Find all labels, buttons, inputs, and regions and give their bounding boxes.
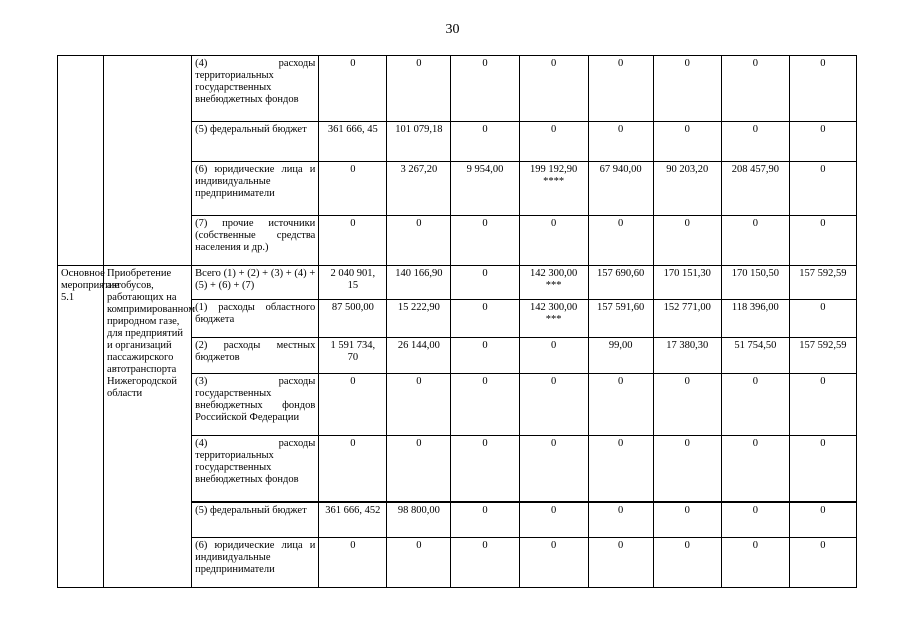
value-cell: 0 [789, 162, 856, 216]
value-cell: 0 [721, 216, 789, 266]
value-cell: 0 [451, 216, 519, 266]
table-row [58, 56, 857, 122]
value-cell: 0 [519, 436, 588, 502]
value-cell: 0 [451, 502, 519, 538]
measure-name-cell-continued [104, 56, 192, 266]
funding-source-cell: (7) прочие источники (собственные средства населения и др.) [192, 216, 319, 266]
value-cell: 0 [451, 122, 519, 162]
value-cell: 0 [588, 538, 653, 588]
value-cell: 0 [721, 122, 789, 162]
table-row [58, 266, 857, 300]
value-cell: 0 [319, 162, 387, 216]
funding-source-cell: (6) юридические лица и индивидуальные предприниматели [192, 538, 319, 588]
value-cell: 0 [519, 374, 588, 436]
value-cell: 0 [721, 538, 789, 588]
value-cell: 0 [519, 538, 588, 588]
value-cell: 0 [519, 502, 588, 538]
value-cell: 0 [721, 502, 789, 538]
value-cell: 0 [387, 538, 451, 588]
value-cell: 118 396,00 [721, 300, 789, 338]
value-cell: 15 222,90 [387, 300, 451, 338]
funding-source-cell: (5) федеральный бюджет [192, 502, 319, 538]
value-cell: 0 [653, 56, 721, 122]
value-cell: 0 [451, 300, 519, 338]
value-cell: 0 [319, 374, 387, 436]
value-cell: 0 [653, 538, 721, 588]
value-cell: 26 144,00 [387, 338, 451, 374]
value-cell: 199 192,90 **** [519, 162, 588, 216]
funding-source-cell: (6) юридические лица и индивидуальные предприниматели [192, 162, 319, 216]
value-cell: 142 300,00 *** [519, 300, 588, 338]
value-cell: 101 079,18 [387, 122, 451, 162]
value-cell: 17 380,30 [653, 338, 721, 374]
value-cell: 0 [451, 374, 519, 436]
value-cell: 0 [519, 56, 588, 122]
value-cell: 0 [789, 502, 856, 538]
value-cell: 0 [451, 338, 519, 374]
funding-source-cell: (3) расходы государственных внебюджетных фондов Российской Федерации [192, 374, 319, 436]
funding-source-cell: Всего (1) + (2) + (3) + (4) + (5) + (6) + (7) [192, 266, 319, 300]
value-cell: 0 [519, 338, 588, 374]
value-cell: 361 666, 45 [319, 122, 387, 162]
value-cell: 0 [721, 56, 789, 122]
funding-source-cell: (2) расходы местных бюджетов [192, 338, 319, 374]
value-cell: 0 [653, 502, 721, 538]
value-cell: 152 771,00 [653, 300, 721, 338]
funding-table [57, 55, 857, 588]
value-cell: 0 [721, 374, 789, 436]
value-cell: 0 [588, 122, 653, 162]
value-cell: 0 [789, 538, 856, 588]
value-cell: 0 [789, 56, 856, 122]
value-cell: 0 [519, 216, 588, 266]
funding-source-cell: (4) расходы территориальных государственных внебюджетных фондов [192, 436, 319, 502]
value-cell: 0 [387, 436, 451, 502]
value-cell: 0 [451, 56, 519, 122]
funding-source-cell: (1) расходы областного бюджета [192, 300, 319, 338]
value-cell: 0 [319, 216, 387, 266]
value-cell: 0 [319, 436, 387, 502]
value-cell: 157 592,59 [789, 338, 856, 374]
value-cell: 157 592,59 [789, 266, 856, 300]
value-cell: 0 [451, 266, 519, 300]
value-cell: 0 [588, 56, 653, 122]
value-cell: 0 [789, 300, 856, 338]
value-cell: 157 690,60 [588, 266, 653, 300]
value-cell: 0 [789, 216, 856, 266]
value-cell: 157 591,60 [588, 300, 653, 338]
value-cell: 0 [653, 436, 721, 502]
value-cell: 0 [789, 436, 856, 502]
value-cell: 208 457,90 [721, 162, 789, 216]
value-cell: 0 [588, 502, 653, 538]
value-cell: 87 500,00 [319, 300, 387, 338]
value-cell: 1 591 734, 70 [319, 338, 387, 374]
value-cell: 98 800,00 [387, 502, 451, 538]
value-cell: 3 267,20 [387, 162, 451, 216]
value-cell: 140 166,90 [387, 266, 451, 300]
value-cell: 361 666, 452 [319, 502, 387, 538]
value-cell: 0 [721, 436, 789, 502]
value-cell: 51 754,50 [721, 338, 789, 374]
value-cell: 0 [789, 374, 856, 436]
value-cell: 142 300,00 *** [519, 266, 588, 300]
value-cell: 0 [387, 216, 451, 266]
funding-source-cell: (4) расходы территориальных государственных внебюджетных фондов [192, 56, 319, 122]
value-cell: 0 [451, 538, 519, 588]
value-cell: 0 [588, 436, 653, 502]
value-cell: 67 940,00 [588, 162, 653, 216]
measure-type-cell: Основное мероприятие 5.1 [58, 266, 104, 588]
value-cell: 0 [319, 56, 387, 122]
value-cell: 0 [653, 122, 721, 162]
page-number: 30 [445, 22, 460, 37]
value-cell: 2 040 901, 15 [319, 266, 387, 300]
value-cell: 0 [588, 216, 653, 266]
value-cell: 170 151,30 [653, 266, 721, 300]
value-cell: 0 [319, 538, 387, 588]
measure-name-cell: Приобретение автобусов, работающих на компримированном природном газе, для предприятий и организаций пассажирского автотранспорта Нижегородской области [104, 266, 192, 588]
funding-source-cell: (5) федеральный бюджет [192, 122, 319, 162]
value-cell: 0 [653, 374, 721, 436]
value-cell: 0 [387, 56, 451, 122]
measure-type-cell-continued [58, 56, 104, 266]
value-cell: 170 150,50 [721, 266, 789, 300]
value-cell: 90 203,20 [653, 162, 721, 216]
value-cell: 99,00 [588, 338, 653, 374]
value-cell: 0 [789, 122, 856, 162]
value-cell: 0 [588, 374, 653, 436]
value-cell: 0 [653, 216, 721, 266]
value-cell: 9 954,00 [451, 162, 519, 216]
value-cell: 0 [387, 374, 451, 436]
value-cell: 0 [519, 122, 588, 162]
value-cell: 0 [451, 436, 519, 502]
